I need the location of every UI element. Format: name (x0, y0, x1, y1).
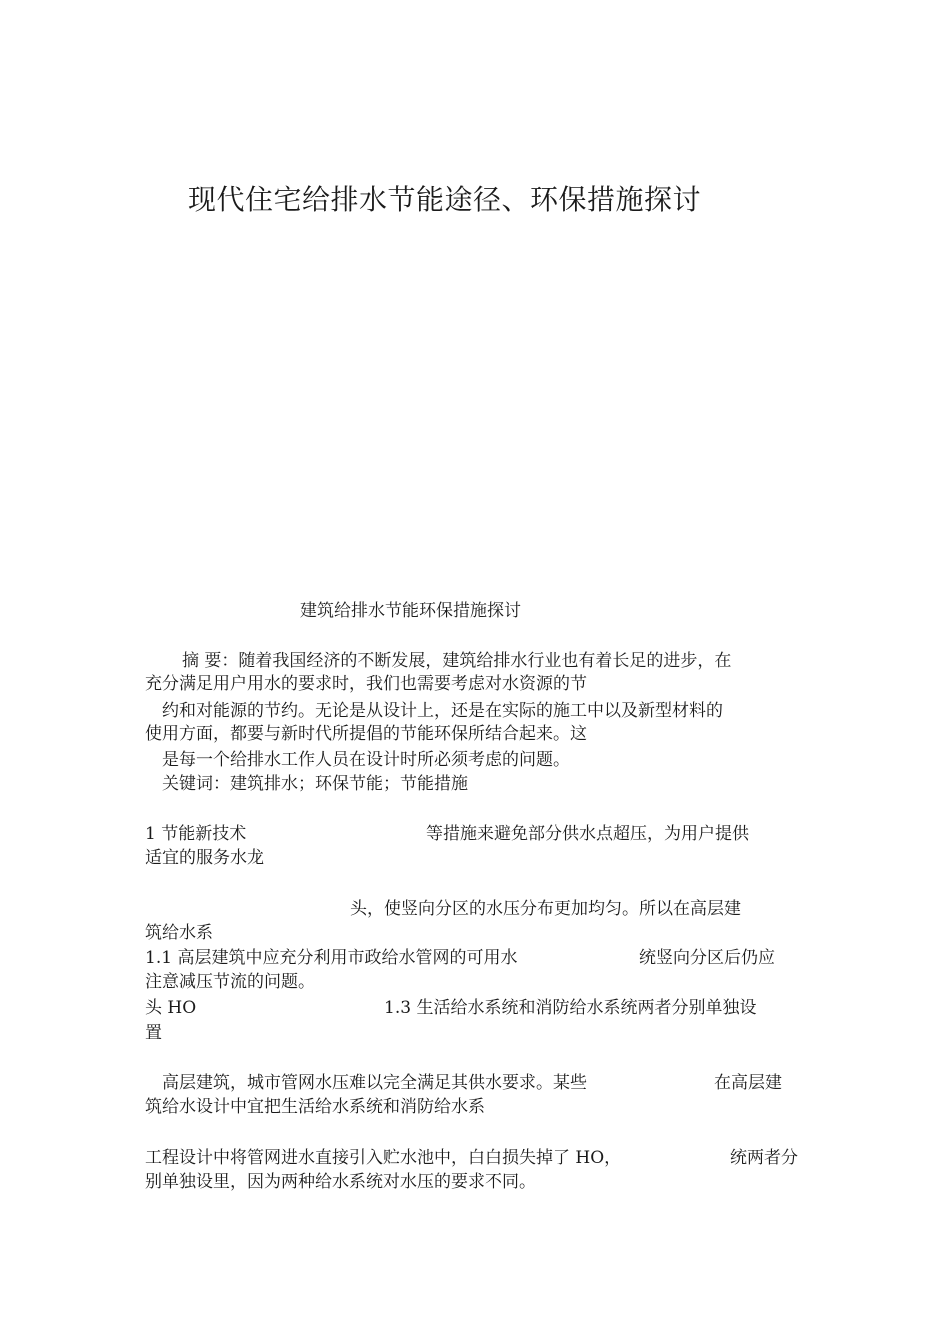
para-a: 高层建筑，城市管网水压难以完全满足其供水要求。某些 (162, 1073, 587, 1093)
right-line-5: 统两者分 (730, 1148, 798, 1168)
right-line-2: 头，使竖向分区的水压分布更加均匀。所以在高层建 (350, 899, 741, 919)
main-title: 现代住宅给排水节能途径、环保措施探讨 (188, 183, 702, 216)
right-line-3: 统竖向分区后仍应 (639, 948, 775, 968)
right-line-1: 等措施来避免部分供水点超压，为用户提供 (426, 824, 749, 844)
abstract-line-1: 摘 要：随着我国经济的不断发展，建筑给排水行业也有着长足的进步，在 (182, 651, 732, 671)
wrap-line-1: 适宜的服务水龙 (145, 848, 264, 868)
heading-1: 1 节能新技术 (145, 824, 247, 844)
wrap-line-6: 别单独设里，因为两种给水系统对水压的要求不同。 (145, 1172, 536, 1192)
heading-1-1: 1.1 高层建筑中应充分利用市政给水管网的可用水 (145, 948, 518, 968)
keywords-line: 关键词：建筑排水；环保节能；节能措施 (162, 774, 468, 794)
abstract-line-5: 是每一个给排水工作人员在设计时所必须考虑的问题。 (162, 750, 570, 770)
abstract-line-4: 使用方面，都要与新时代所提倡的节能环保所结合起来。这 (145, 724, 587, 744)
sub-title: 建筑给排水节能环保措施探讨 (300, 601, 521, 621)
heading-1-3: 1.3 生活给水系统和消防给水系统两者分别单独设 (384, 998, 757, 1018)
wrap-line-5: 筑给水设计中宜把生活给水系统和消防给水系 (145, 1097, 485, 1117)
wrap-line-2: 筑给水系 (145, 923, 213, 943)
abstract-line-2: 充分满足用户用水的要求时，我们也需要考虑对水资源的节 (145, 674, 587, 694)
right-line-4: 在高层建 (714, 1073, 782, 1093)
abstract-line-3: 约和对能源的节约。无论是从设计上，还是在实际的施工中以及新型材料的 (162, 701, 723, 721)
head-ho-line: 头 HO (145, 998, 197, 1018)
wrap-line-3: 注意减压节流的问题。 (145, 972, 315, 992)
para-b: 工程设计中将管网进水直接引入贮水池中，白白损失掉了 HO， (145, 1148, 622, 1168)
wrap-line-4: 置 (145, 1023, 162, 1043)
